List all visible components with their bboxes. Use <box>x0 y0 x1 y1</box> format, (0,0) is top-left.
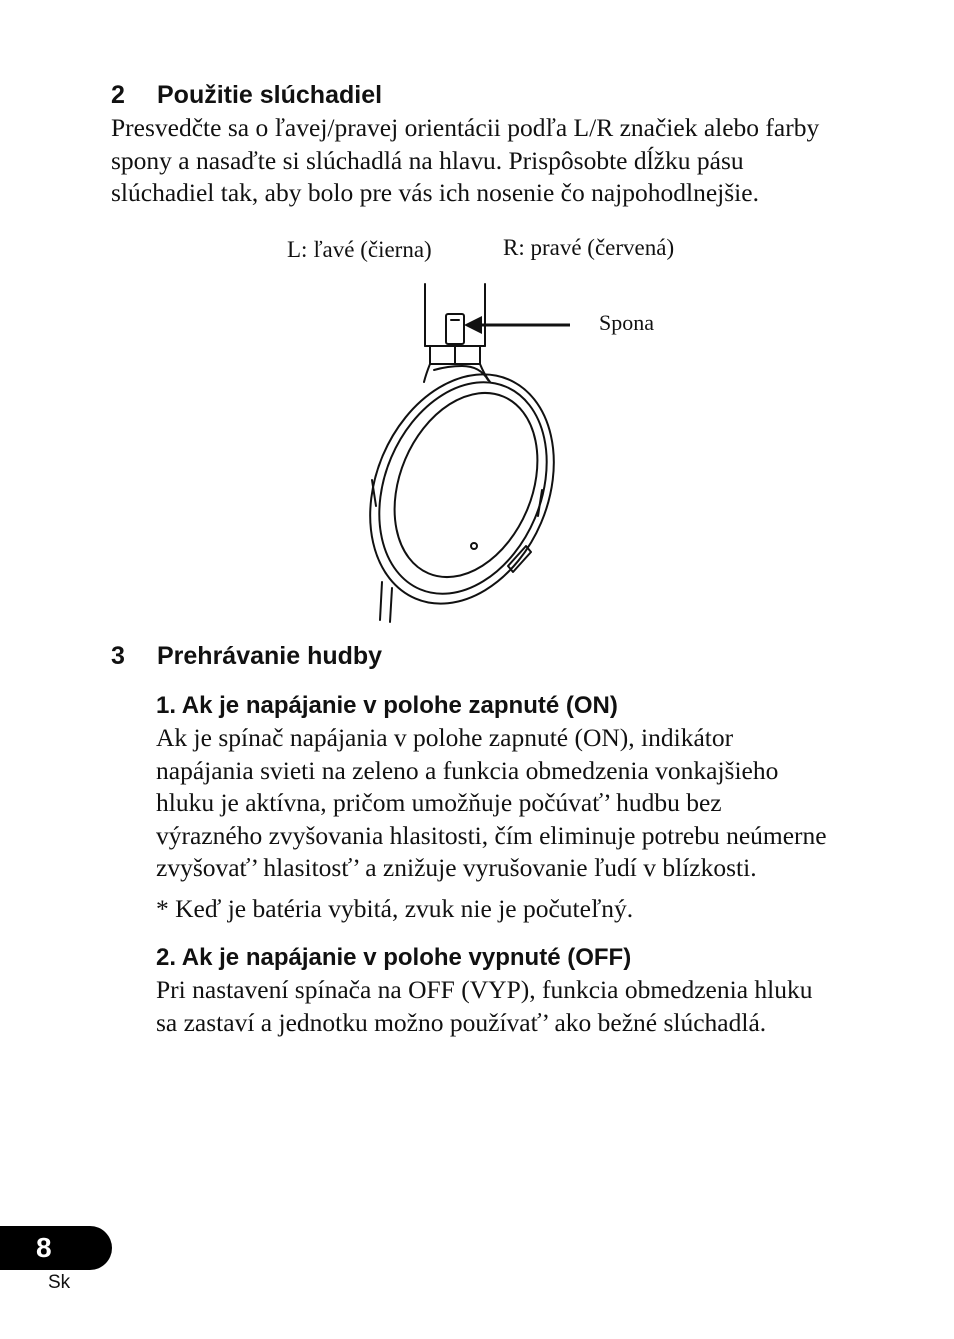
body-line: Ak je spínač napájania v polohe zapnuté (ON), indikátor <box>156 723 734 752</box>
section-2-body <box>111 112 819 210</box>
body-line: výrazného zvyšovania hlasitosti, čím eliminuje potrebu neúmerne <box>156 820 827 850</box>
right-earcup-label: R: pravé (červená) <box>503 235 675 260</box>
subsection-2-title: 2. Ak je napájanie v polohe vypnuté (OFF) <box>156 944 632 971</box>
body-line: Pri nastavení spínača na OFF (VYP), funkcia obmedzenia hluku <box>156 975 813 1004</box>
section-3-number: 3 <box>111 642 125 670</box>
body-line: slúchadiel tak, aby bolo pre vás ich nosenie čo najpohodlnejšie. <box>111 178 759 207</box>
section-3-title: Prehrávanie hudby <box>157 642 383 670</box>
headphone-earcup-illustration <box>330 270 570 630</box>
body-line: napájania svieti na zeleno a funkcia obmedzenia vonkajšieho <box>156 755 779 785</box>
subsection-1-body <box>156 722 827 885</box>
language-code: Sk <box>48 1272 71 1293</box>
page-number-tab <box>0 1226 112 1270</box>
section-2-number: 2 <box>111 81 125 109</box>
battery-note <box>156 893 633 926</box>
body-line: spony a nasaďte si slúchadlá na hlavu. Prispôsobte dĺžku pásu <box>111 145 744 175</box>
left-earcup-label: L: ľavé (čierna) <box>287 237 432 262</box>
body-line: zvyšovať’ hlasitosť’ a znižuje vyrušovanie ľudí v blízkosti. <box>156 853 757 882</box>
body-line: hluku je aktívna, pričom umožňuje počúvať’ hudbu bez <box>156 788 722 817</box>
clip-label: Spona <box>599 310 654 335</box>
subsection-2-body <box>156 974 812 1039</box>
page-number: 8 <box>36 1232 52 1263</box>
subsection-1-title: 1. Ak je napájanie v polohe zapnuté (ON) <box>156 692 618 719</box>
note-line: * Keď je batéria vybitá, zvuk nie je počuteľný. <box>156 894 634 923</box>
body-line: sa zastaví a jednotku možno používať’ ako bežné slúchadlá. <box>156 1007 767 1037</box>
body-line: Presvedčte sa o ľavej/pravej orientácii podľa L/R značiek alebo farby <box>111 113 820 142</box>
section-2-title: Použitie slúchadiel <box>157 81 383 109</box>
